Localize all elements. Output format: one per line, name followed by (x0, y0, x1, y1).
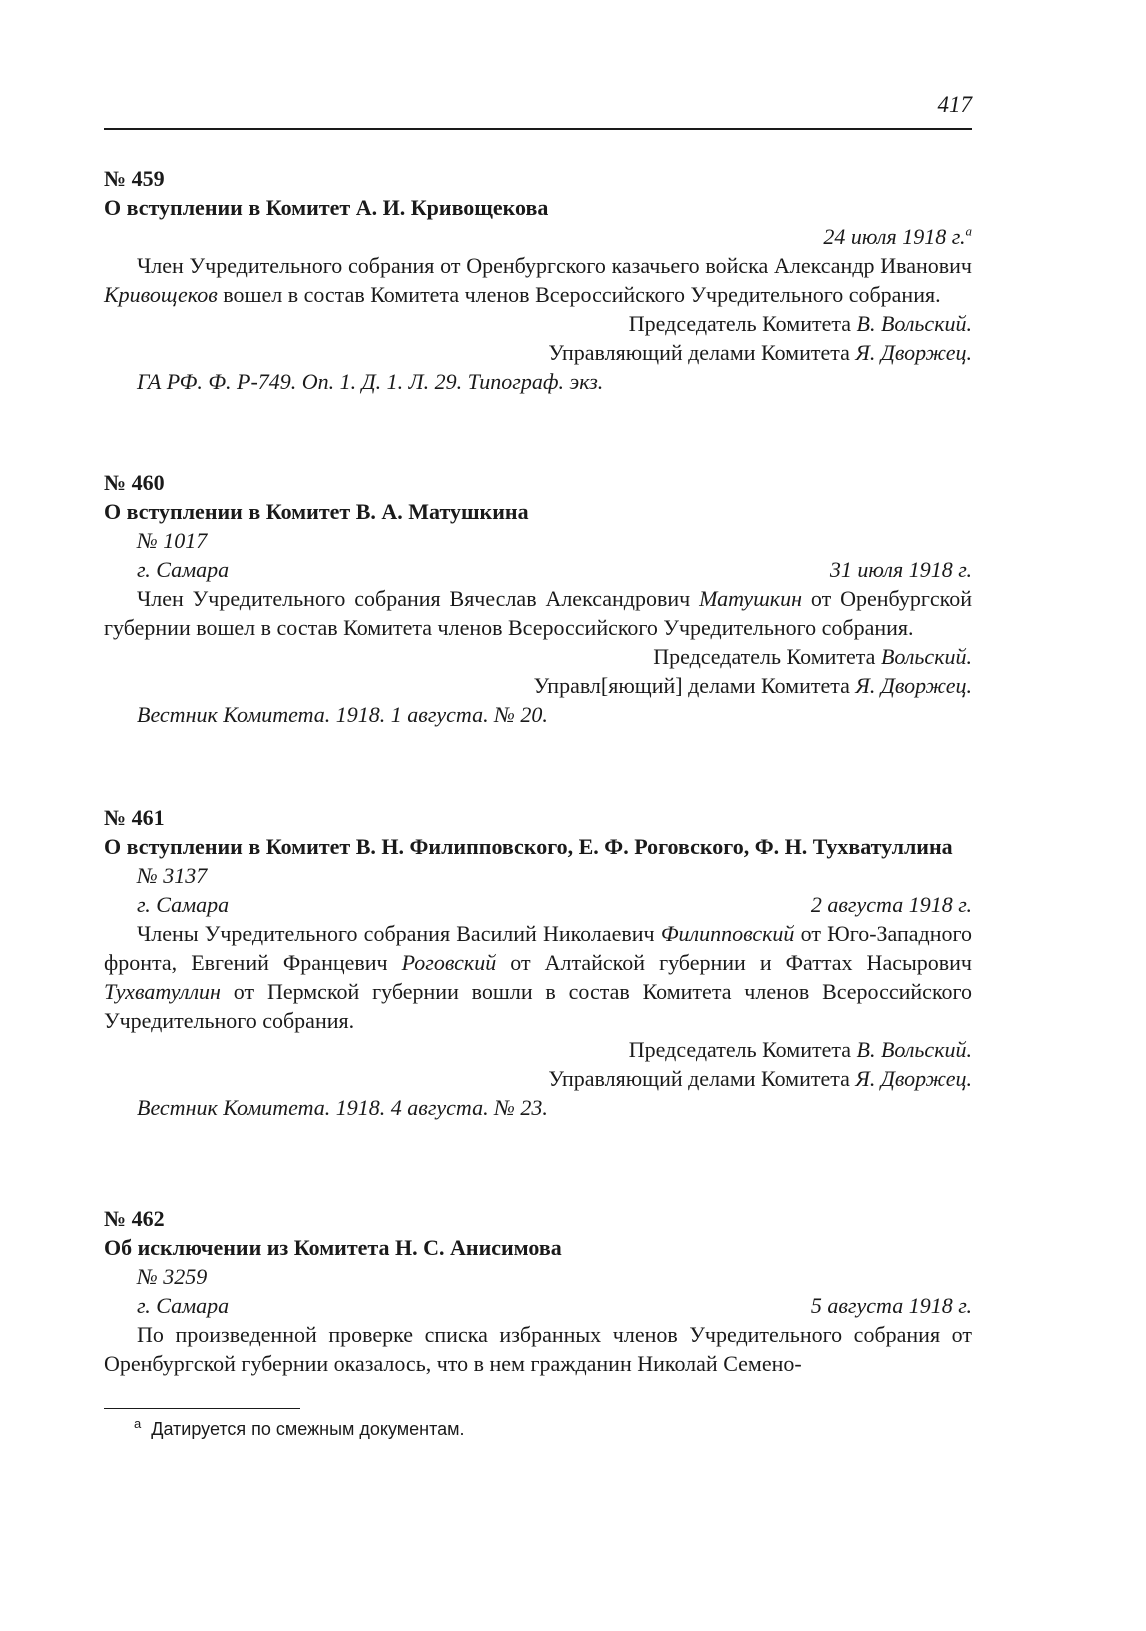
document-ref: № 3259 (137, 1264, 208, 1289)
place-date-row (104, 555, 972, 584)
signature-chairman: Председатель Комитета В. Вольский. (628, 1037, 972, 1062)
footnote (134, 1417, 465, 1441)
document-title: Об исключении из Комитета Н. С. Анисимова (104, 1235, 562, 1260)
document-date: 24 июля 1918 г.$^а$ (823, 223, 972, 249)
document-459 (104, 164, 972, 396)
header-rule (104, 128, 972, 130)
document-number: № 460 (104, 470, 165, 495)
footnote-rule (104, 1408, 300, 1409)
document-source: ГА РФ. Ф. Р-749. Оп. 1. Д. 1. Л. 29. Типограф. экз. (137, 369, 604, 394)
signature-chairman: Председатель Комитета Вольский. (653, 644, 972, 669)
signature-chairman: Председатель Комитета В. Вольский. (628, 311, 972, 336)
page-number: 417 (937, 92, 972, 117)
footnote-mark: а (134, 1416, 142, 1431)
document-source: Вестник Комитета. 1918. 4 августа. № 23. (137, 1095, 548, 1120)
document-title: О вступлении в Комитет А. И. Кривощекова (104, 195, 549, 220)
document-462 (104, 1204, 972, 1378)
document-ref: № 1017 (137, 528, 208, 553)
document-title: О вступлении в Комитет В. Н. Филипповского, Е. Ф. Роговского, Ф. Н. Тухватуллина (104, 834, 953, 859)
document-date: 5 августа 1918 г. (810, 1293, 972, 1318)
document-number: № 461 (104, 805, 165, 830)
document-number: № 459 (104, 166, 165, 191)
document-ref: № 3137 (137, 863, 208, 888)
document-number: № 462 (104, 1206, 165, 1231)
document-461 (104, 803, 972, 1122)
document-place: г. Самара (137, 1293, 230, 1318)
place-date-row (104, 890, 972, 919)
document-body: Член Учредительного собрания Вячеслав Александрович Матушкин от Оренбургской губернии вошел в состав Комитета членов Всероссийского Учредительного собрания. (104, 586, 972, 640)
signature-manager: Управляющий делами Комитета Я. Дворжец. (548, 1066, 972, 1091)
footnote-text: Датируется по смежным документам. (151, 1419, 465, 1439)
document-title: О вступлении в Комитет В. А. Матушкина (104, 499, 529, 524)
signature-manager: Управляющий делами Комитета Я. Дворжец. (548, 340, 972, 365)
document-date: 2 августа 1918 г. (810, 892, 972, 917)
document-body: Члены Учредительного собрания Василий Николаевич Филипповский от Юго-Западного фронта, Евгений Францевич Роговский от Алтайской губернии и Фаттах Насырович Тухватуллин от Пермской губернии вошли в состав Комитета членов Всероссийского Учредительного собрания. (104, 921, 973, 1033)
document-body: По произведенной проверке списка избранных членов Учредительного собрания от Оренбургской губернии оказалось, что в нем гражданин Николай Семено- (104, 1322, 972, 1376)
footnote-ref: а (965, 223, 972, 239)
signature-manager: Управл[яющий] делами Комитета Я. Дворжец. (533, 673, 972, 698)
place-date-row (104, 1291, 972, 1320)
document-source: Вестник Комитета. 1918. 1 августа. № 20. (137, 702, 548, 727)
document-body: Член Учредительного собрания от Оренбургского казачьего войска Александр Иванович Кривощеков вошел в состав Комитета членов Всероссийского Учредительного собрания. (104, 253, 972, 307)
document-460 (104, 468, 972, 729)
document-date: 31 июля 1918 г. (829, 557, 972, 582)
document-place: г. Самара (137, 892, 230, 917)
document-place: г. Самара (137, 557, 230, 582)
